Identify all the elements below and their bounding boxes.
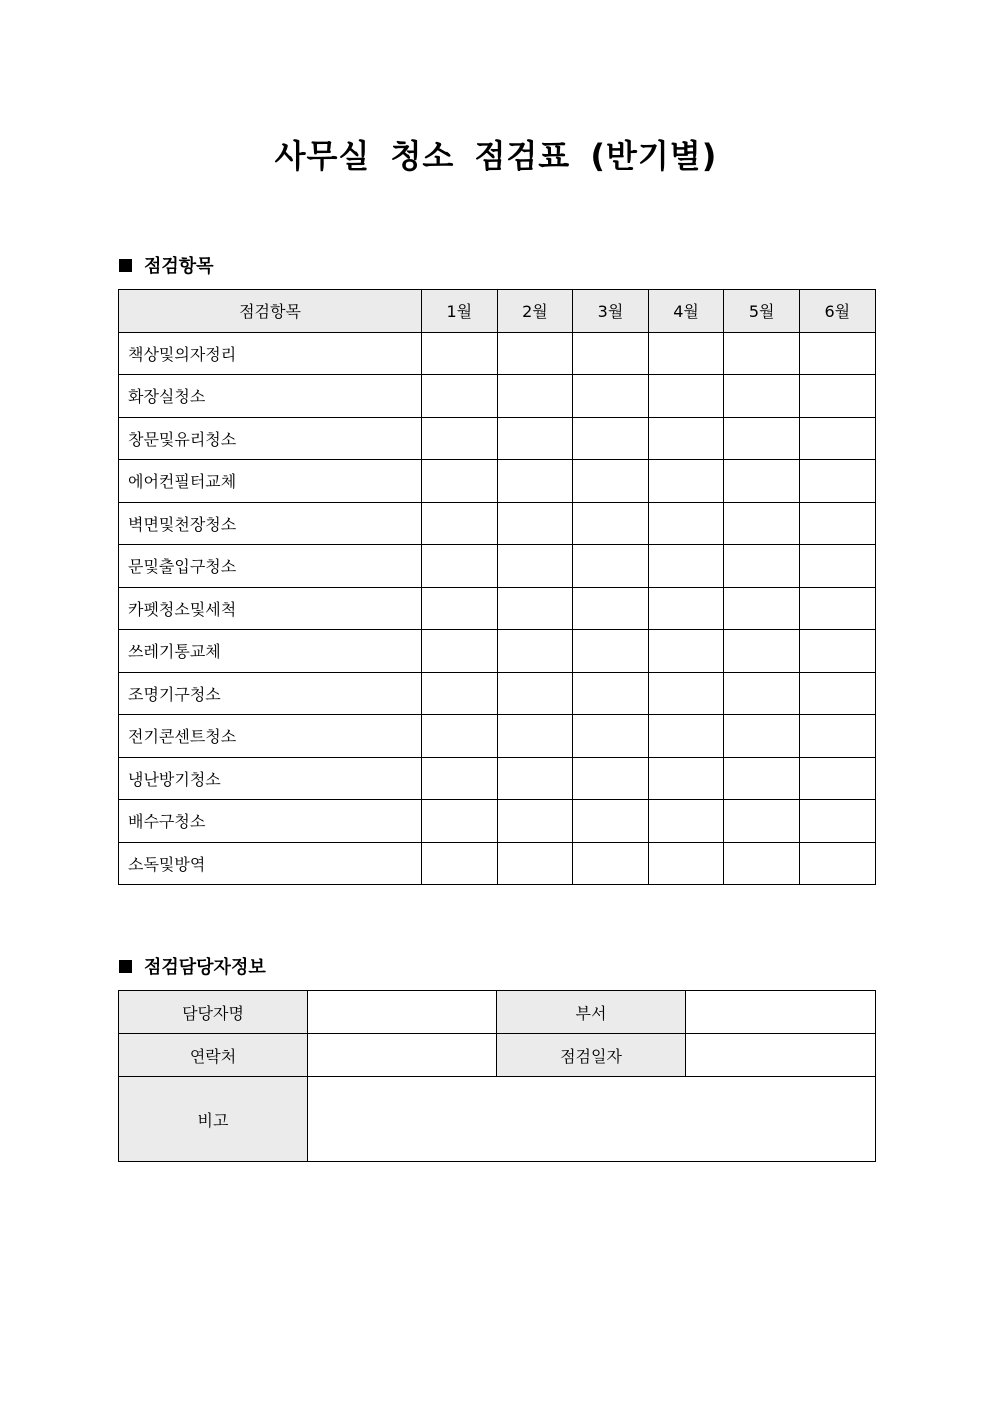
check-cell-month-6[interactable] [799, 672, 875, 715]
check-cell-month-4[interactable] [648, 757, 724, 800]
checklist-row [119, 630, 876, 673]
note-value-cell[interactable] [308, 1077, 876, 1162]
check-cell-month-2[interactable] [497, 757, 573, 800]
checklist-row [119, 842, 876, 885]
checklist-item-label: 창문및유리청소 [119, 417, 422, 460]
check-cell-month-6[interactable] [799, 630, 875, 673]
checklist-item-label: 카펫청소및세척 [119, 587, 422, 630]
checklist-item-label: 문및출입구청소 [119, 545, 422, 588]
checklist-item-label: 전기콘센트청소 [119, 715, 422, 758]
checklist-item-label: 에어컨필터교체 [119, 460, 422, 503]
check-cell-month-5[interactable] [724, 502, 800, 545]
staff-row [119, 991, 876, 1034]
check-cell-month-2[interactable] [497, 587, 573, 630]
check-cell-month-2[interactable] [497, 842, 573, 885]
staff-row [119, 1034, 876, 1077]
checklist-row [119, 672, 876, 715]
check-cell-month-5[interactable] [724, 800, 800, 843]
date-label: 점검일자 [497, 1034, 686, 1077]
checklist-item-label: 조명기구청소 [119, 672, 422, 715]
header-month-cell: 2월 [497, 290, 573, 333]
check-cell-month-3[interactable] [573, 757, 649, 800]
check-cell-month-3[interactable] [573, 375, 649, 418]
checklist-item-label: 소독및방역 [119, 842, 422, 885]
dept-label: 부서 [497, 991, 686, 1034]
check-cell-month-1[interactable] [422, 502, 498, 545]
check-cell-month-1[interactable] [422, 332, 498, 375]
check-cell-month-1[interactable] [422, 715, 498, 758]
checklist-row [119, 800, 876, 843]
checklist-row [119, 375, 876, 418]
header-month-cell: 3월 [573, 290, 649, 333]
check-cell-month-6[interactable] [799, 715, 875, 758]
check-cell-month-1[interactable] [422, 630, 498, 673]
staff-row [119, 1077, 876, 1162]
checklist-row [119, 757, 876, 800]
section-heading-checklist [119, 253, 214, 277]
check-cell-month-2[interactable] [497, 460, 573, 503]
check-cell-month-2[interactable] [497, 715, 573, 758]
check-cell-month-6[interactable] [799, 460, 875, 503]
header-month-cell: 4월 [648, 290, 724, 333]
check-cell-month-5[interactable] [724, 332, 800, 375]
check-cell-month-6[interactable] [799, 375, 875, 418]
header-month-cell: 5월 [724, 290, 800, 333]
date-value-cell[interactable] [686, 1034, 876, 1077]
check-cell-month-2[interactable] [497, 375, 573, 418]
checklist-item-label: 배수구청소 [119, 800, 422, 843]
checklist-row [119, 502, 876, 545]
checklist-table [118, 289, 876, 885]
check-cell-month-5[interactable] [724, 417, 800, 460]
check-cell-month-4[interactable] [648, 502, 724, 545]
check-cell-month-2[interactable] [497, 800, 573, 843]
check-cell-month-3[interactable] [573, 672, 649, 715]
check-cell-month-3[interactable] [573, 630, 649, 673]
checklist-item-label: 냉난방기청소 [119, 757, 422, 800]
check-cell-month-5[interactable] [724, 460, 800, 503]
checklist-item-label: 책상및의자정리 [119, 332, 422, 375]
checklist-row [119, 460, 876, 503]
staff-info-table [118, 990, 876, 1162]
check-cell-month-5[interactable] [724, 842, 800, 885]
check-cell-month-1[interactable] [422, 800, 498, 843]
section-heading-label: 점검항목 [144, 256, 214, 277]
check-cell-month-2[interactable] [497, 672, 573, 715]
check-cell-month-6[interactable] [799, 545, 875, 588]
name-value-cell[interactable] [308, 991, 497, 1034]
dept-value-cell[interactable] [686, 991, 876, 1034]
header-month-cell: 1월 [422, 290, 498, 333]
check-cell-month-5[interactable] [724, 545, 800, 588]
check-cell-month-3[interactable] [573, 417, 649, 460]
check-cell-month-5[interactable] [724, 587, 800, 630]
check-cell-month-1[interactable] [422, 545, 498, 588]
header-item-cell: 점검항목 [119, 290, 422, 333]
check-cell-month-6[interactable] [799, 587, 875, 630]
check-cell-month-4[interactable] [648, 672, 724, 715]
check-cell-month-1[interactable] [422, 757, 498, 800]
checklist-item-label: 화장실청소 [119, 375, 422, 418]
check-cell-month-4[interactable] [648, 545, 724, 588]
black-square-icon [119, 960, 132, 973]
checklist-row [119, 587, 876, 630]
check-cell-month-3[interactable] [573, 502, 649, 545]
header-month-cell: 6월 [799, 290, 875, 333]
section-heading-label: 점검담당자정보 [144, 957, 266, 978]
check-cell-month-4[interactable] [648, 842, 724, 885]
check-cell-month-3[interactable] [573, 545, 649, 588]
section-heading-staff [119, 954, 266, 978]
check-cell-month-6[interactable] [799, 757, 875, 800]
checklist-row [119, 715, 876, 758]
check-cell-month-1[interactable] [422, 460, 498, 503]
check-cell-month-3[interactable] [573, 587, 649, 630]
checklist-header-row [119, 290, 876, 333]
check-cell-month-3[interactable] [573, 800, 649, 843]
check-cell-month-3[interactable] [573, 332, 649, 375]
contact-label: 연락처 [119, 1034, 308, 1077]
check-cell-month-3[interactable] [573, 715, 649, 758]
check-cell-month-4[interactable] [648, 332, 724, 375]
check-cell-month-4[interactable] [648, 715, 724, 758]
black-square-icon [119, 259, 132, 272]
name-label: 담당자명 [119, 991, 308, 1034]
check-cell-month-2[interactable] [497, 545, 573, 588]
check-cell-month-3[interactable] [573, 842, 649, 885]
check-cell-month-1[interactable] [422, 587, 498, 630]
check-cell-month-1[interactable] [422, 375, 498, 418]
check-cell-month-6[interactable] [799, 417, 875, 460]
check-cell-month-4[interactable] [648, 630, 724, 673]
checklist-item-label: 쓰레기통교체 [119, 630, 422, 673]
page-title: 사무실 청소 점검표 (반기별) [274, 137, 718, 175]
check-cell-month-2[interactable] [497, 332, 573, 375]
checklist-row [119, 545, 876, 588]
check-cell-month-2[interactable] [497, 502, 573, 545]
contact-value-cell[interactable] [308, 1034, 497, 1077]
check-cell-month-4[interactable] [648, 587, 724, 630]
check-cell-month-4[interactable] [648, 800, 724, 843]
check-cell-month-6[interactable] [799, 800, 875, 843]
check-cell-month-2[interactable] [497, 417, 573, 460]
checklist-item-label: 벽면및천장청소 [119, 502, 422, 545]
check-cell-month-1[interactable] [422, 672, 498, 715]
check-cell-month-6[interactable] [799, 332, 875, 375]
check-cell-month-2[interactable] [497, 630, 573, 673]
check-cell-month-6[interactable] [799, 842, 875, 885]
check-cell-month-1[interactable] [422, 842, 498, 885]
check-cell-month-5[interactable] [724, 757, 800, 800]
checklist-row [119, 417, 876, 460]
check-cell-month-1[interactable] [422, 417, 498, 460]
check-cell-month-4[interactable] [648, 375, 724, 418]
check-cell-month-5[interactable] [724, 672, 800, 715]
check-cell-month-4[interactable] [648, 460, 724, 503]
check-cell-month-5[interactable] [724, 715, 800, 758]
check-cell-month-4[interactable] [648, 417, 724, 460]
checklist-row [119, 332, 876, 375]
check-cell-month-5[interactable] [724, 630, 800, 673]
check-cell-month-5[interactable] [724, 375, 800, 418]
note-label: 비고 [119, 1077, 308, 1162]
check-cell-month-6[interactable] [799, 502, 875, 545]
check-cell-month-3[interactable] [573, 460, 649, 503]
